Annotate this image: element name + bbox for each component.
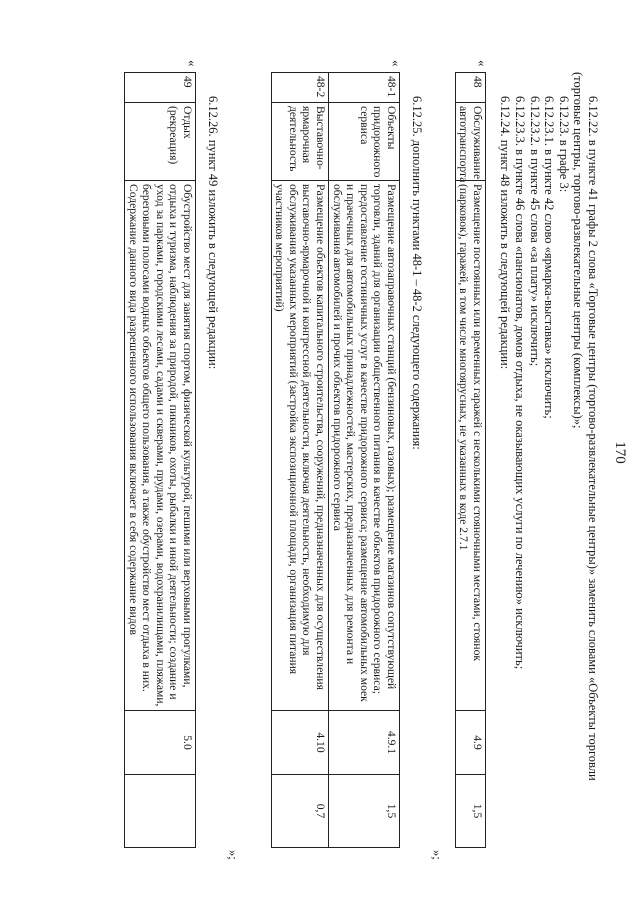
table-points-48-1-48-2: [271, 72, 400, 848]
row-code: 4.10: [271, 711, 328, 775]
row-name: Отдых (рекреация): [125, 103, 196, 181]
table-point-48: [455, 72, 486, 848]
page-number: 170: [612, 441, 628, 464]
table-row: [125, 73, 196, 848]
para-6-12-23: 6.12.23. в графе 3:: [556, 96, 571, 193]
row-value: 1,5: [455, 775, 485, 848]
open-quote-48-1: «: [389, 60, 404, 67]
row-number: 48-1: [329, 73, 400, 103]
open-quote-49: «: [185, 60, 200, 67]
row-number: 48: [455, 73, 485, 103]
close-quote-48-2: »;: [226, 850, 240, 860]
row-value: 0,7: [271, 775, 328, 848]
close-quote-48: »;: [430, 850, 444, 860]
row-name: Обслуживание автотранспорта: [455, 103, 485, 181]
row-number: 49: [125, 73, 196, 103]
table-row: [271, 73, 328, 848]
intro-text: [498, 72, 600, 832]
para-6-12-23-2: 6.12.23.2. в пункте 45 слова «за плату» исключить;: [527, 96, 542, 367]
open-quote-48: «: [475, 60, 490, 67]
table-row: [329, 73, 400, 848]
para-6-12-23-3: 6.12.23.3. в пункте 46 слова «пансионатов, домов отдыха, не оказывающих услуги по лечению» исключить;: [513, 96, 528, 670]
para-6-12-24: 6.12.24. пункт 48 изложить в следующей редакции:: [498, 96, 513, 370]
para-6-12-26: 6.12.26. пункт 49 изложить в следующей редакции:: [206, 96, 220, 370]
para-6-12-22-cont: (торговые центры, торгово-развлекательные центры (комплексы)»;: [571, 72, 586, 429]
row-description-continued: Содержание данного вида разрешенного использования включает в себя содержание видов: [126, 184, 140, 636]
table-point-49: [124, 72, 196, 848]
para-6-12-23-1: 6.12.23.1. в пункте 42 слово «ярмарка-выставка» исключить;: [542, 96, 557, 419]
para-6-12-25: 6.12.25. дополнить пунктами 48-1 – 48-2 следующего содержания:: [410, 96, 424, 450]
row-code: 5.0: [125, 711, 196, 775]
row-description: [125, 181, 196, 711]
row-name: Выставочно-ярмарочная деятельность: [271, 103, 328, 181]
row-description: Размещение автозаправочных станций (бензиновых, газовых); размещение магазинов сопутствующей торговли, зданий для организации общественного питания в качестве объектов придорожного сервиса; предоставление гостиничных услуг в качестве придорожного сервиса; размещение автомобильных моек и прачечных для автомобильных принадлежностей, мастерских, предназначенных для ремонта и обслуживания автомобилей и прочих объектов придорожного сервиса: [329, 181, 400, 711]
row-name: Объекты придорожного сервиса: [329, 103, 400, 181]
row-number: 48-2: [271, 73, 328, 103]
row-description: Размещение постоянных или временных гаражей с несколькими стояночными местами, стоянок (парковок), гаражей, в том числе многоярусных, не указанных в коде 2.7.1: [455, 181, 485, 711]
para-6-12-22: 6.12.22. в пункте 41 графы 2 слова «Торговые центры (торгово-развлекательные центры)» заменить словами «Объекты торговли: [586, 96, 600, 781]
row-code: 4.9: [455, 711, 485, 775]
row-value: [125, 775, 196, 848]
row-value: 1,5: [329, 775, 400, 848]
row-description-main: Обустройство мест для занятия спортом, физической культурой, пешими или верховыми прогулками, отдыха и туризма, наблюдения за природой, пикников, охоты, рыбалки и иной деятельности; создание и уход за парками, городскими лесами, садами и скверами, прудами, озерами, водохранилищами, пляжами, береговыми полосами водных объектов общего пользования, а также обустройство мест отдыха в них.: [140, 184, 194, 707]
row-code: 4.9.1: [329, 711, 400, 775]
table-row: [455, 73, 485, 848]
row-description: Размещение объектов капитального строительства, сооружений, предназначенных для осуществления выставочно-ярмарочной и конгрессной деятельности, включая деятельность, необходимую для обслуживания указанных мероприятий (застройка экспозиционной площади, организация питания участников мероприятий): [271, 181, 328, 711]
